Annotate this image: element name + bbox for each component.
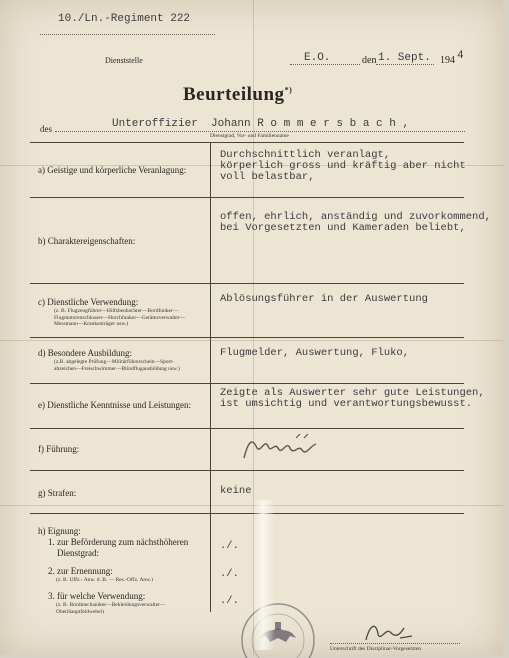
eignung-item: 3. für welche Verwendung: [48, 591, 146, 601]
dotted-line [290, 64, 360, 65]
row-separator [30, 337, 464, 338]
section-value: offen, ehrlich, anständig und zuvorkommend, bei Vorgesetzten und Kameraden beliebt, [220, 211, 491, 234]
place-value: E.O. [304, 52, 331, 64]
dotted-line [376, 64, 434, 65]
section-label: e) Dienstliche Kenntnisse und Leistungen: [38, 400, 191, 410]
row-separator [30, 513, 464, 514]
section-label: b) Charaktereigenschaften: [38, 236, 136, 246]
eignung-item: 2. zur Ernennung: [48, 566, 113, 576]
section-value: Durchschnittlich veranlagt, körperlich gross und kräftig aber nicht voll belastbar, [220, 149, 466, 183]
name-caption: Dienstgrad, Vor- und Familienname [210, 133, 289, 139]
section-value: Zeigte als Auswerter sehr gute Leistungen, ist umsichtig und verantwortungsbewusst. [220, 387, 485, 410]
eignung-item: 1. zur Beförderung zum nächsthöheren Dienstgrad: [48, 537, 189, 558]
signature-caption: Unterschrift des Disziplinar-Vorgesetzten [330, 646, 422, 652]
year-suffix: 4 [457, 50, 464, 62]
section-value: keine [220, 485, 252, 497]
unit-name: 10./Ln.-Regiment 222 [58, 13, 191, 25]
section-note: (z.B. abgelegte Prüfung—Militärführerschein—Sport- abzeichen—Freischwimmer—Blindflugausbildung usw.) [54, 359, 180, 372]
eignung-note: (z. B. Bordmechaniker—Bekleidungsverwalter— OberHauptfeldwebel) [56, 602, 166, 615]
section-label: d) Besondere Ausbildung: [38, 348, 132, 358]
row-separator [30, 470, 464, 471]
dienststelle-label: Dienststelle [105, 56, 143, 65]
dotted-line [40, 34, 215, 35]
fold-line [0, 340, 503, 341]
row-separator [30, 383, 464, 384]
official-stamp [238, 598, 318, 658]
row-separator [30, 428, 464, 429]
dotted-line [55, 131, 465, 132]
date-value: 1. Sept. [378, 52, 431, 64]
section-label: c) Dienstliche Verwendung: [38, 297, 139, 307]
row-separator [30, 197, 464, 198]
eignung-value: ./. [220, 568, 239, 580]
den-label: den [362, 55, 377, 66]
section-value: Flugmelder, Auswertung, Fluko, [220, 347, 410, 359]
eignung-note: (z. B. Uffz.- Anw. d. B. — Res.-Offz. Anw.) [56, 577, 153, 583]
eignung-label: h) Eignung: [38, 526, 81, 536]
section-label: g) Strafen: [38, 488, 77, 498]
section-value: Ablösungsführer in der Auswertung [220, 293, 428, 305]
year-prefix: 194 [440, 55, 455, 66]
eignung-value: ./. [220, 540, 239, 552]
section-label: a) Geistige und körperliche Veranlagung: [38, 165, 187, 175]
table-divider [210, 142, 211, 612]
section-label: f) Führung: [38, 444, 80, 454]
paper-tear [253, 500, 275, 650]
document-title: Beurteilung*) [183, 84, 293, 105]
dotted-line [330, 643, 460, 644]
person-name: Unteroffizier Johann R o m m e r s b a c h , [112, 118, 410, 130]
eignung-value: ./. [220, 595, 239, 607]
table-top-line [30, 142, 464, 143]
handwritten-signature [238, 432, 328, 464]
row-separator [30, 283, 464, 284]
section-note: (z. B. Flugzeugführer—Hilfsbeobachter—Bordfunker— Flugmotorenschlosser—Horchfunker—Gerätezverwalter— Messmann—Krankenträger usw.) [54, 308, 186, 327]
des-label: des [40, 124, 52, 134]
fold-line [0, 505, 503, 506]
